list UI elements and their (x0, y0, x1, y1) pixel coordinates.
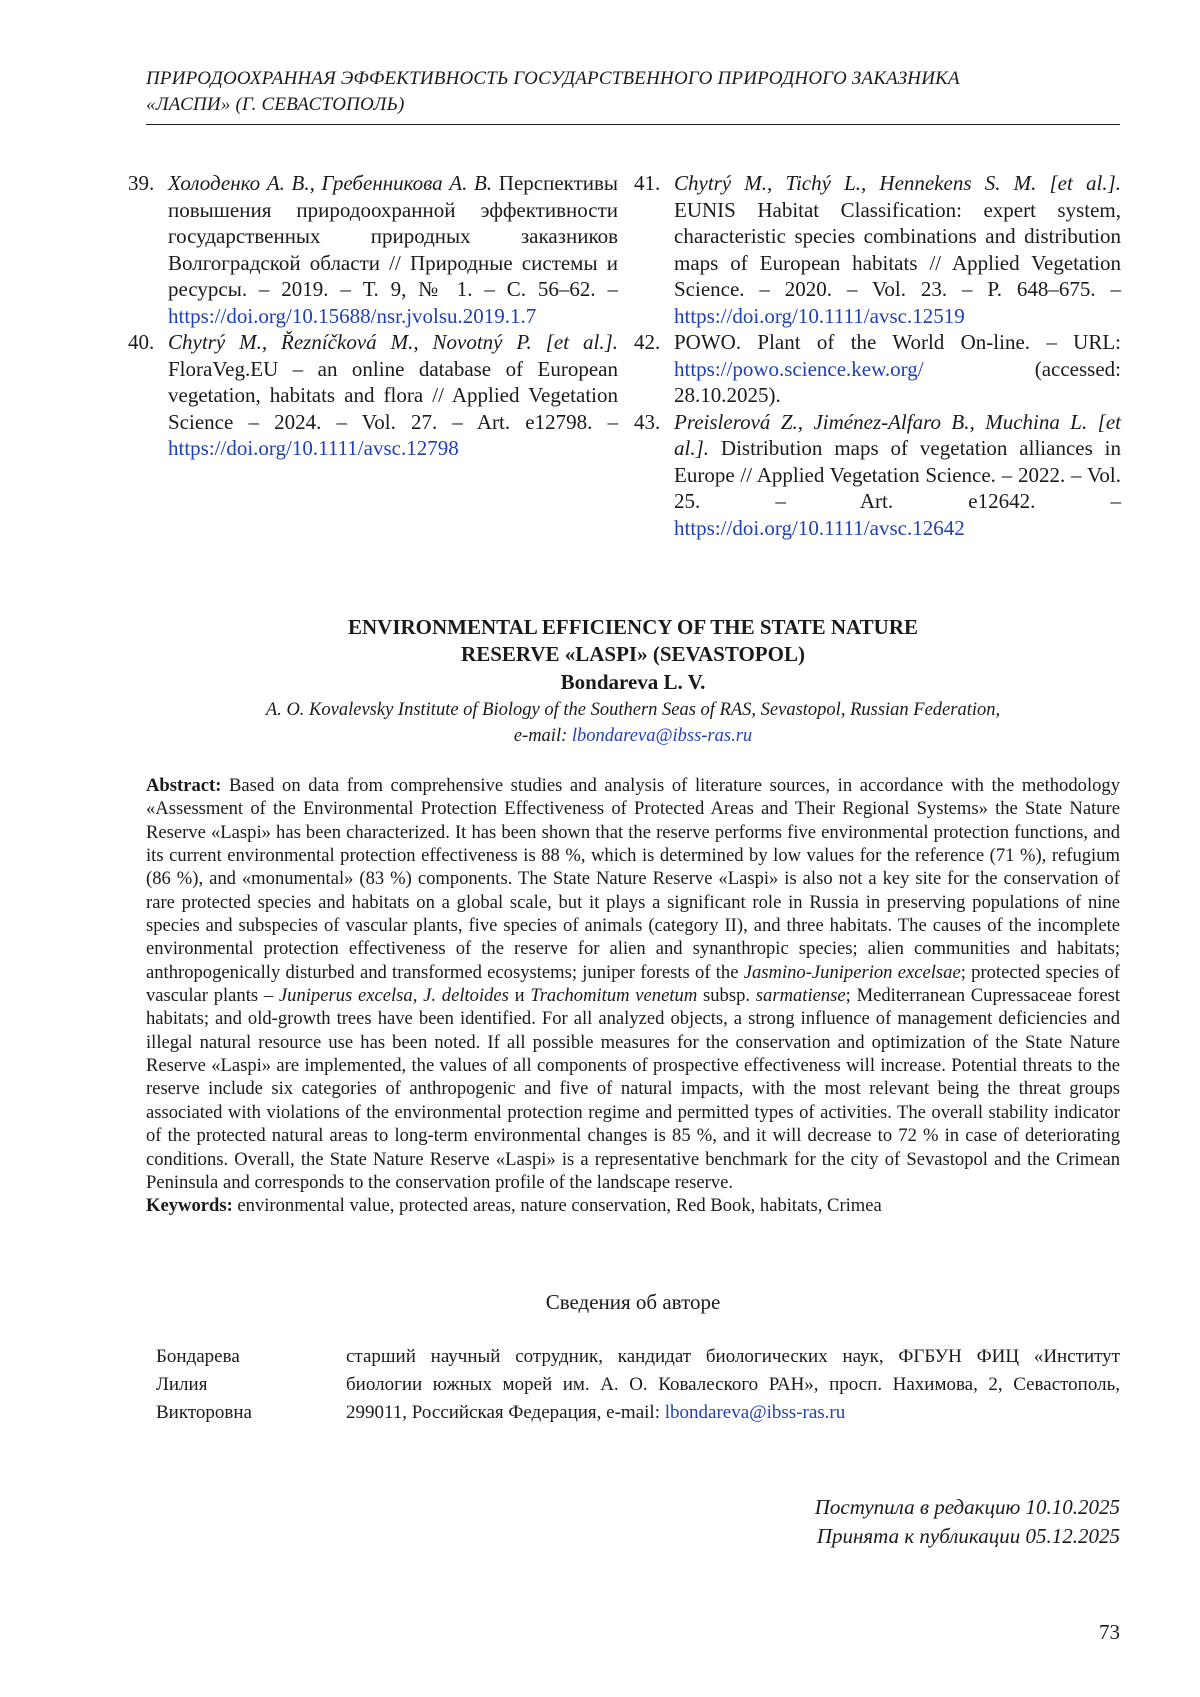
abstract-italic: Jasmino-Juniperion excelsae (743, 961, 961, 983)
reference-number: 43. (634, 409, 661, 434)
reference-40 (128, 329, 618, 462)
reference-43 (634, 409, 1121, 542)
reference-body: FloraVeg.EU – an online database of European vegetation, habitats and flora // Applied Vegetation Science – 2024. – Vol. 27. – Art. e12798. – (168, 356, 618, 434)
abstract (146, 774, 1120, 1218)
reference-link[interactable]: https://doi.org/10.1111/avsc.12642 (674, 515, 965, 540)
keywords-text: environmental value, protected areas, nature conservation, Red Book, habitats, Crimea (232, 1195, 882, 1217)
author-info-name (156, 1343, 306, 1427)
author-details-text: старший научный сотрудник, кандидат биологических наук, ФГБУН ФИЦ «Институт биологии южных морей им. А. О. Ковалеского РАН», просп. Нахимова, 2, Севастополь, 299011, Российская Федерация, e-mail: (346, 1346, 1120, 1423)
article-title-line2: RESERVE «LASPI» (SEVASTOPOL) (461, 642, 805, 666)
abstract-part: и (508, 985, 531, 1007)
reference-body: Перспективы повышения природоохранной эффективности государственных природных заказников Волгоградской области // Природные системы и ресурсы. – 2019. – Т. 9, № 1. – С. 56–62. – (168, 171, 619, 301)
reference-body: Distribution maps of vegetation alliances in Europe // Applied Vegetation Science. – 2022. – Vol. 25. – Art. e12642. – (674, 436, 1121, 513)
accepted-date: Принята к публикации 05.12.2025 (816, 1524, 1120, 1548)
running-header-line2: «ЛАСПИ» (Г. СЕВАСТОПОЛЬ) (146, 94, 405, 115)
reference-authors: Chytrý M., Tichý L., Hennekens S. M. [et al.]. (674, 171, 1121, 195)
reference-number: 41. (634, 171, 661, 195)
english-title-block (146, 614, 1120, 749)
abstract-part: Based on data from comprehensive studies and analysis of literature sources, in accordance with the methodology «Assessment of the Environmental Protection Effectiveness of Protected Areas and Their Regional Systems» the State Nature Reserve «Laspi» has been characterized. It has been shown that the reserve performs five environmental protection functions, and its current environmental protection effectiveness is 88 %, which is determined by low values for the reference (71 %), refugium (86 %), and «monumental» (83 %) components. The State Nature Reserve «Laspi» is also not a key site for the conservation of rare protected species and habitats on a global scale, but it plays a significant role in Russia in preserving populations of nine species and subspecies of vascular plants, five species of animals (category II), and three habitats. The causes of the incomplete environmental protection effectiveness of the reserve for alien and synanthropic species; alien communities and habitats; anthropogenically disturbed and transformed ecosystems; juniper forests of the (146, 775, 1120, 983)
reference-41 (634, 170, 1121, 329)
references-right-column (634, 170, 1121, 541)
article-author: Bondareva L. V. (560, 670, 706, 694)
reference-link[interactable]: https://doi.org/10.1111/avsc.12519 (674, 303, 965, 328)
author-patronymic: Викторовна (156, 1402, 252, 1423)
reference-authors: Холоденко А. В., Гребенникова А. В. (168, 171, 493, 195)
article-title-line1: ENVIRONMENTAL EFFICIENCY OF THE STATE NATURE (348, 615, 918, 639)
running-header (146, 66, 1120, 118)
author-first-name: Лилия (156, 1374, 208, 1395)
author-affiliation: A. O. Kovalevsky Institute of Biology of the Southern Seas of RAS, Sevastopol, Russian Federation, (265, 700, 1001, 720)
author-info-details (346, 1343, 1120, 1427)
page-number: 73 (1099, 1620, 1120, 1644)
keywords (146, 1194, 1120, 1217)
reference-authors: Chytrý M., Řezníčková M., Novotný P. [et al.]. (168, 330, 618, 354)
header-rule (146, 124, 1120, 125)
abstract-part: subsp. (697, 985, 756, 1007)
reference-link[interactable]: https://doi.org/10.1111/avsc.12798 (168, 436, 459, 460)
reference-tail: (accessed: 28.10.2025). (674, 356, 1121, 407)
reference-42 (634, 329, 1121, 409)
author-info-title: Сведения об авторе (545, 1290, 721, 1314)
received-date: Поступила в редакцию 10.10.2025 (814, 1495, 1120, 1519)
reference-number: 40. (128, 330, 155, 354)
abstract-part: ; protected species of vascular plants – (146, 961, 1120, 1007)
reference-number: 42. (634, 330, 661, 354)
reference-link[interactable]: https://doi.org/10.15688/nsr.jvolsu.2019.1.7 (168, 303, 537, 328)
abstract-italic: Trachomitum venetum (530, 985, 698, 1007)
abstract-label: Abstract: (146, 775, 222, 796)
submission-dates (700, 1493, 1120, 1551)
abstract-part: ; Mediterranean Cupressaceae forest habitats; and old-growth trees have been identified. For all analyzed objects, a strong influence of management deficiencies and illegal natural resource use has been noted. If all possible measures for the conservation and optimization of the State Nature Reserve «Laspi» are implemented, the values of all components of prospective effectiveness will increase. Potential threats to the reserve include six categories of anthropogenic and five of natural impacts, with the most relevant being the threat groups associated with violations of the environmental protection regime and permitted types of activities. The overall stability indicator of the protected natural areas to long-term environmental changes is 85 %, and it will decrease to 72 % in case of deteriorating conditions. Overall, the State Nature Reserve «Laspi» is a representative benchmark for the city of Sevastopol and the Crimean Peninsula and corresponds to the conservation profile of the landscape reserve. (146, 985, 1121, 1193)
running-header-line1: ПРИРОДООХРАННАЯ ЭФФЕКТИВНОСТЬ ГОСУДАРСТВЕННОГО ПРИРОДНОГО ЗАКАЗНИКА (146, 68, 960, 89)
author-email-line (146, 723, 1120, 749)
author-surname: Бондарева (156, 1346, 240, 1367)
reference-number: 39. (128, 171, 155, 195)
reference-link[interactable]: https://powo.science.kew.org/ (674, 356, 924, 381)
abstract-text (146, 774, 1120, 1194)
author-email-link[interactable]: lbondareva@ibss-ras.ru (571, 726, 753, 746)
author-info-email-link[interactable]: lbondareva@ibss-ras.ru (664, 1402, 846, 1423)
references-left-column (128, 170, 618, 462)
reference-authors: Preislerová Z., Jiménez-Alfaro B., Muchina L. [et al.]. (674, 409, 1121, 460)
reference-body: POWO. Plant of the World On-line. – URL: (674, 330, 1121, 354)
keywords-label: Keywords: (146, 1195, 233, 1217)
reference-39 (128, 170, 618, 329)
abstract-italic: Juniperus excelsa, J. deltoides (278, 985, 509, 1007)
reference-body: EUNIS Habitat Classification: expert system, characteristic species combinations and distribution maps of European habitats // Applied Vegetation Science. – 2020. – Vol. 23. – P. 648–675. – (674, 197, 1121, 301)
abstract-italic: sarmatiense (755, 985, 846, 1007)
email-label: e-mail: (513, 726, 572, 746)
